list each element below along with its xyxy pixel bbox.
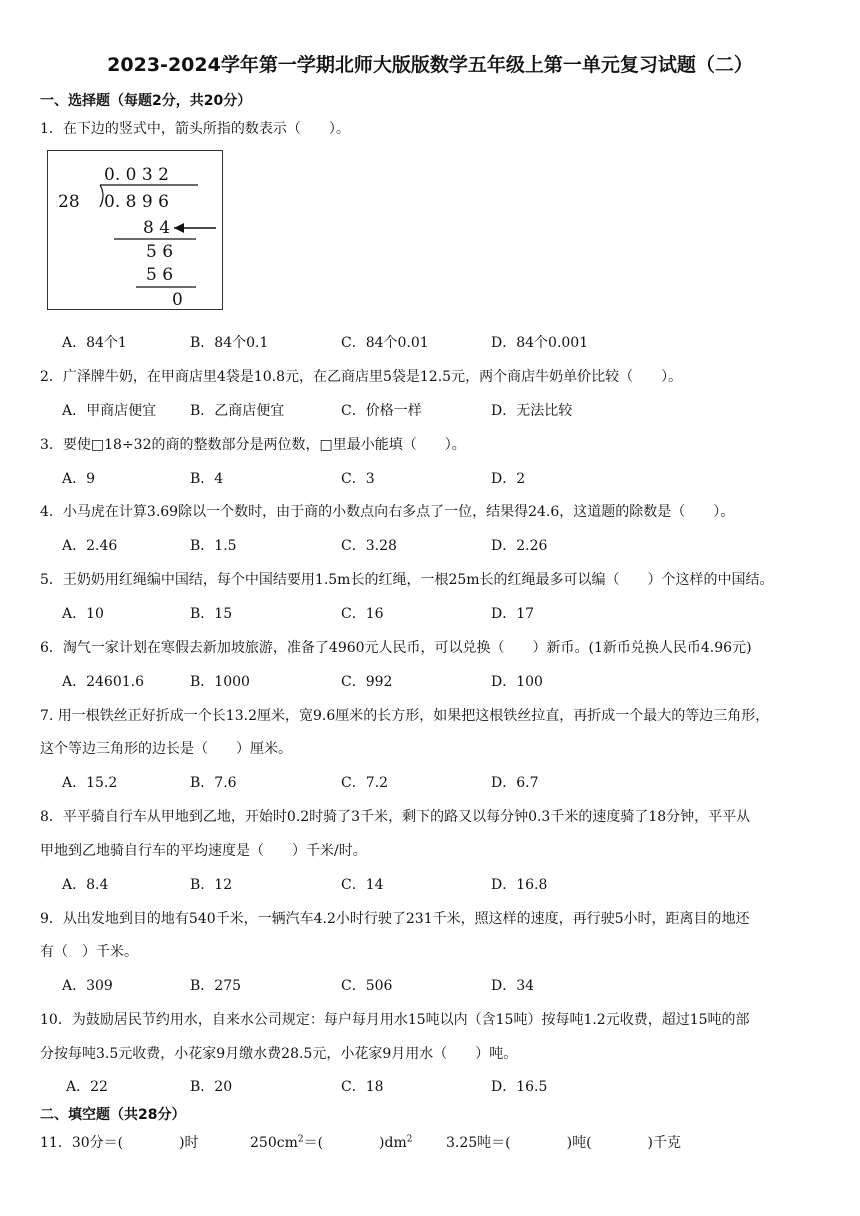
question-7-text-line-1: 7. 用一根铁丝正好折成一个长13.2厘米，宽9.6厘米的长方形，如果把这根铁丝拉直，再折成一个最大的等边三角形， (40, 708, 770, 724)
q11-part-b-sup: 2 (297, 1134, 304, 1145)
q3-option-b: B．4 (190, 471, 224, 487)
q11-part-b-sup2: 2 (406, 1134, 413, 1145)
question-3-text: 3．要使□18÷32的商的整数部分是两位数，□里最小能填（ ）。 (40, 437, 466, 453)
q2-option-b: B．乙商店便宜 (190, 403, 285, 419)
q1-option-b: B．84个0.1 (190, 335, 269, 351)
division-step-56b: 5 6 (146, 265, 174, 285)
q9-option-b: B．275 (190, 978, 242, 994)
q6-option-a: A．24601.6 (62, 674, 145, 690)
q1-option-a: A．84个1 (62, 335, 127, 351)
q5-option-b: B．15 (190, 606, 233, 622)
q5-option-c: C．16 (341, 606, 384, 622)
q3-option-c: C．3 (341, 471, 375, 487)
division-step-56a: 5 6 (146, 242, 174, 262)
q7-option-a: A．15.2 (62, 775, 118, 791)
q3-option-a: A．9 (62, 471, 96, 487)
q1-option-d: D．84个0.001 (491, 335, 589, 351)
q10-option-c: C．18 (341, 1079, 384, 1095)
q8-option-c: C．14 (341, 877, 384, 893)
q4-option-a: A．2.46 (62, 538, 118, 554)
division-divisor: 28 (58, 192, 80, 212)
long-division-diagram (48, 151, 224, 311)
division-step-84: 8 4 (143, 218, 171, 238)
arrow-left-icon (174, 223, 184, 233)
q6-option-b: B．1000 (190, 674, 250, 690)
q4-option-b: B．1.5 (190, 538, 237, 554)
q10-option-a: A．22 (66, 1079, 108, 1095)
q10-option-d: D．16.5 (491, 1079, 548, 1095)
q6-option-c: C．992 (341, 674, 393, 690)
question-5-text: 5．王奶奶用红绳编中国结，每个中国结要用1.5m长的红绳，一根25m长的红绳最多可以编（ ）个这样的中国结。 (40, 572, 774, 588)
question-2-text: 2．广泽牌牛奶，在甲商店里4袋是10.8元，在乙商店里5袋是12.5元，两个商店牛奶单价比较（ ）。 (40, 369, 683, 385)
question-8-text-line-1: 8．平平骑自行车从甲地到乙地，开始时0.2时骑了3千米，剩下的路又以每分钟0.3千米的速度骑了18分钟，平平从 (40, 809, 751, 825)
question-10-text-line-1: 10．为鼓励居民节约用水，自来水公司规定：每户每月用水15吨以内（含15吨）按每吨1.2元收费，超过15吨的部 (40, 1012, 750, 1028)
q9-option-d: D．34 (491, 978, 535, 994)
q2-option-a: A．甲商店便宜 (62, 403, 157, 419)
question-6-text: 6．淘气一家计划在寒假去新加坡旅游，准备了4960元人民币，可以兑换（ ）新币。(1新币兑换人民币4.96元) (40, 640, 752, 656)
q5-option-a: A．10 (62, 606, 104, 622)
question-4-text: 4．小马虎在计算3.69除以一个数时，由于商的小数点向右多点了一位，结果得24.6，这道题的除数是（ ）。 (40, 504, 735, 520)
question-1-text: 1．在下边的竖式中，箭头所指的数表示（ ）。 (40, 121, 350, 137)
question-9-text-line-1: 9．从出发地到目的地有540千米，一辆汽车4.2小时行驶了231千米，照这样的速度，再行驶5小时，距离目的地还 (40, 911, 750, 927)
section-heading-fill: 二、填空题（共28分） (40, 1107, 186, 1123)
long-division-figure (47, 150, 223, 310)
q7-option-c: C．7.2 (341, 775, 388, 791)
q9-option-c: C．506 (341, 978, 393, 994)
q2-option-d: D．无法比较 (491, 403, 573, 419)
q7-option-d: D．6.7 (491, 775, 539, 791)
q11-part-a: 11．30分＝( )时 (40, 1135, 199, 1151)
question-10-text-line-2: 分按每吨3.5元收费，小花家9月缴水费28.5元，小花家9月用水（ ）吨。 (40, 1046, 518, 1062)
q5-option-d: D．17 (491, 606, 535, 622)
division-dividend: 0. 8 9 6 (104, 192, 169, 212)
question-7-text-line-2: 这个等边三角形的边长是（ ）厘米。 (40, 741, 292, 757)
q11-part-b-rest: ＝( )dm (303, 1135, 407, 1151)
q8-option-a: A．8.4 (62, 877, 109, 893)
question-9-text-line-2: 有（ ）千米。 (40, 944, 138, 960)
q1-option-c: C．84个0.01 (341, 335, 429, 351)
q7-option-b: B．7.6 (190, 775, 237, 791)
q11-part-b (250, 1132, 412, 1152)
division-quotient: 0. 0 3 2 (104, 165, 169, 185)
section-heading-choice: 一、选择题（每题2分，共20分） (40, 93, 252, 109)
q3-option-d: D．2 (491, 471, 526, 487)
q9-option-a: A．309 (62, 978, 113, 994)
division-remainder: 0 (172, 290, 183, 310)
q6-option-d: D．100 (491, 674, 543, 690)
q11-part-b-unit: 250cm (250, 1135, 298, 1151)
q8-option-b: B．12 (190, 877, 233, 893)
q10-option-b: B．20 (190, 1079, 233, 1095)
q4-option-d: D．2.26 (491, 538, 548, 554)
page-title: 2023-2024学年第一学期北师大版版数学五年级上第一单元复习试题（二） (107, 54, 753, 76)
q2-option-c: C．价格一样 (341, 403, 422, 419)
division-bracket (100, 185, 103, 207)
question-8-text-line-2: 甲地到乙地骑自行车的平均速度是（ ）千米/时。 (40, 843, 367, 859)
q11-part-c: 3.25吨＝( )吨( )千克 (446, 1135, 682, 1151)
q8-option-d: D．16.8 (491, 877, 548, 893)
q4-option-c: C．3.28 (341, 538, 397, 554)
